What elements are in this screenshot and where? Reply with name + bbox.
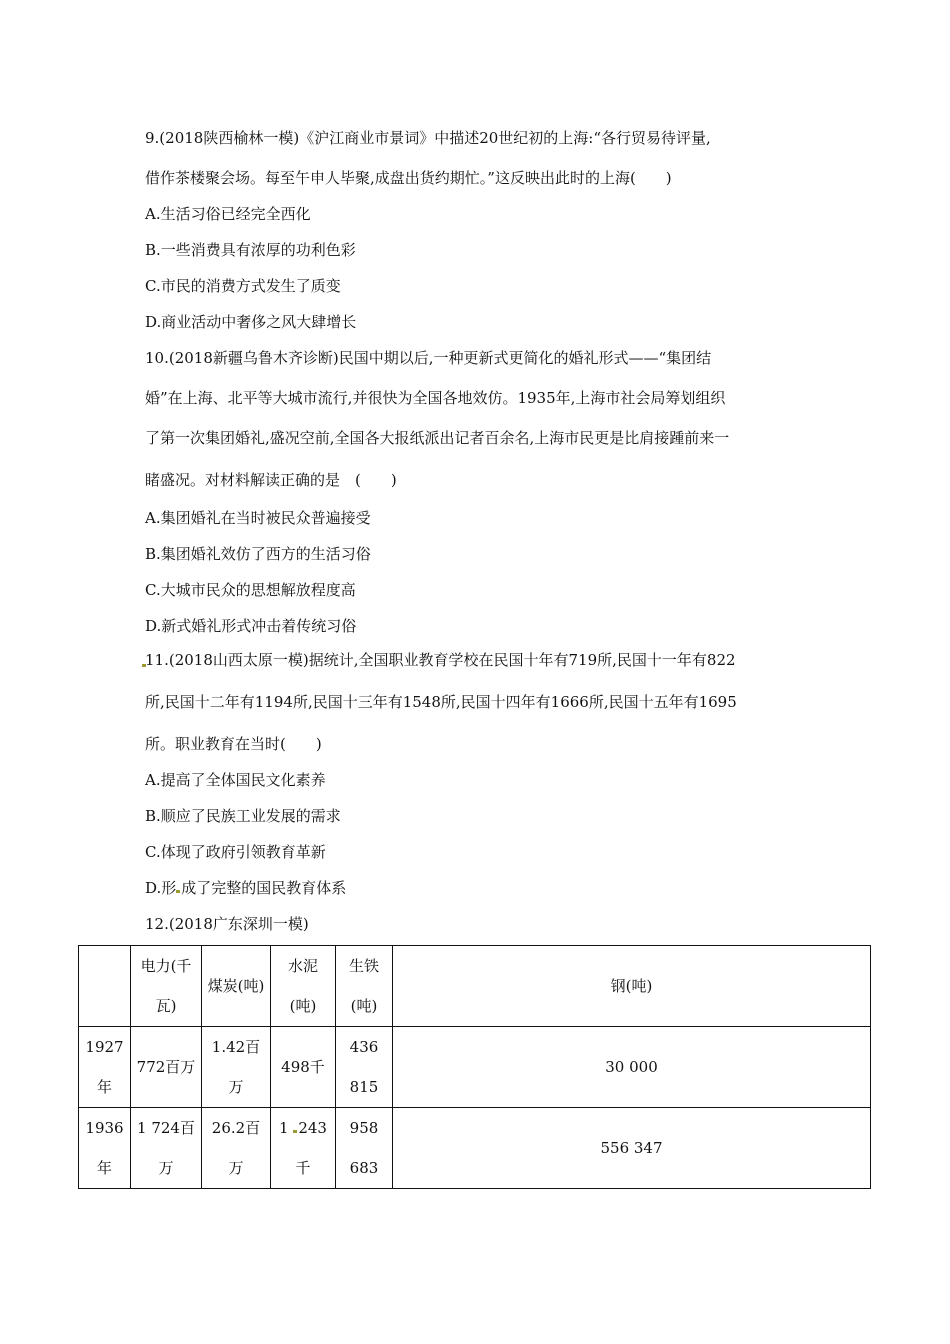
- row2-year-line-2: 年: [96, 1159, 112, 1177]
- q11-option-d: [145, 878, 346, 898]
- q10-stem-line-3: 了第一次集团婚礼,盛况空前,全国各大报纸派出记者百余名,上海市民更是比肩接踵前来一: [145, 429, 730, 447]
- header-pig-iron: [336, 946, 393, 1027]
- row1-iron-line-1: 436: [349, 1038, 379, 1056]
- row2-cement-line-2: 千: [295, 1159, 311, 1177]
- q10-option-c: C.大城市民众的思想解放程度高: [145, 581, 356, 599]
- q11-stem-line-3: 所。职业教育在当时( ): [145, 735, 322, 753]
- q9-option-d: D.商业活动中奢侈之风大肆增长: [145, 313, 357, 331]
- table-row: [79, 1108, 871, 1189]
- row1-coal-line-1: 1.42百: [211, 1038, 261, 1056]
- header-cement-line-1: 水泥: [287, 957, 318, 975]
- q11-stem-line-1: 11.(2018山西太原一模)据统计,全国职业教育学校在民国十年有719所,民国十一年有822: [145, 651, 736, 669]
- q9-option-b: B.一些消费具有浓厚的功利色彩: [145, 241, 356, 259]
- table-row: [79, 1027, 871, 1108]
- q11-option-d-rest: 成了完整的国民教育体系: [181, 879, 347, 897]
- row2-coal-line-2: 万: [228, 1159, 244, 1177]
- header-iron-line-1: 生铁: [348, 957, 379, 975]
- header-year: [79, 946, 131, 1027]
- row2-cement-line-1: [273, 1108, 333, 1148]
- header-cement-line-2: (吨): [289, 997, 317, 1015]
- header-power: [131, 946, 202, 1027]
- row1-year-line-1: 1927: [85, 1038, 124, 1056]
- row2-coal: [202, 1108, 271, 1189]
- q10-stem-line-1: 10.(2018新疆乌鲁木齐诊断)民国中期以后,一种更新式更简化的婚礼形式——“集团结: [145, 349, 712, 367]
- table-header-row: [79, 946, 871, 1027]
- row2-steel: 556 347: [393, 1108, 871, 1189]
- q9-option-a: A.生活习俗已经完全西化: [145, 205, 311, 223]
- row2-cement: [271, 1108, 336, 1189]
- q9-stem-line-1: 9.(2018陕西榆林一模)《沪江商业市景词》中描述20世纪初的上海:“各行贸易待评量,: [145, 129, 711, 147]
- header-coal: 煤炭(吨): [202, 946, 271, 1027]
- q11-option-b: B.顺应了民族工业发展的需求: [145, 807, 341, 825]
- row2-iron-line-2: 683: [349, 1159, 379, 1177]
- row1-pig-iron: [336, 1027, 393, 1108]
- row2-year: [79, 1108, 131, 1189]
- header-iron-line-2: (吨): [350, 997, 378, 1015]
- q11-option-a: A.提高了全体国民文化素养: [145, 771, 326, 789]
- header-cement: [271, 946, 336, 1027]
- row2-cement-prefix: 1: [279, 1119, 294, 1137]
- q10-option-b: B.集团婚礼效仿了西方的生活习俗: [145, 545, 371, 563]
- row2-pig-iron: [336, 1108, 393, 1189]
- row2-cement-rest: 243: [298, 1119, 327, 1137]
- header-power-line-2: 瓦): [155, 997, 177, 1015]
- row2-power: [131, 1108, 202, 1189]
- q9-stem-line-2: 借作茶楼聚会场。每至午申人毕聚,成盘出货约期忙。”这反映出此时的上海( ): [145, 169, 672, 187]
- row2-coal-line-1: 26.2百: [211, 1119, 261, 1137]
- row1-cement: 498千: [271, 1027, 336, 1108]
- q10-option-a: A.集团婚礼在当时被民众普遍接受: [145, 509, 371, 527]
- q11-stem-line-2: 所,民国十二年有1194所,民国十三年有1548所,民国十四年有1666所,民国十五年有1695: [145, 693, 737, 711]
- row1-year-line-2: 年: [96, 1078, 112, 1096]
- edit-mark-icon: [176, 890, 180, 893]
- q11-option-c: C.体现了政府引领教育革新: [145, 843, 326, 861]
- q9-option-c: C.市民的消费方式发生了质变: [145, 277, 341, 295]
- row2-iron-line-1: 958: [349, 1119, 379, 1137]
- row2-power-line-1: 1 724百: [137, 1119, 195, 1137]
- edit-mark-icon: [293, 1130, 297, 1133]
- row1-year: [79, 1027, 131, 1108]
- q11-option-d-prefix: D.形: [145, 879, 177, 897]
- q10-stem-line-4: 睹盛况。对材料解读正确的是 ( ): [145, 471, 397, 489]
- row1-coal: [202, 1027, 271, 1108]
- row1-iron-line-2: 815: [349, 1078, 379, 1096]
- q12-title: 12.(2018广东深圳一模): [145, 915, 309, 933]
- q10-stem-line-2: 婚”在上海、北平等大城市流行,并很快为全国各地效仿。1935年,上海市社会局筹划组织: [145, 389, 726, 407]
- row2-year-line-1: 1936: [85, 1119, 124, 1137]
- header-power-line-1: 电力(千: [140, 957, 192, 975]
- industry-output-table: [78, 945, 871, 1189]
- header-steel: 钢(吨): [393, 946, 871, 1027]
- row2-power-line-2: 万: [158, 1159, 174, 1177]
- row1-power: 772百万: [131, 1027, 202, 1108]
- row1-coal-line-2: 万: [228, 1078, 244, 1096]
- row1-steel: 30 000: [393, 1027, 871, 1108]
- q10-option-d: D.新式婚礼形式冲击着传统习俗: [145, 617, 357, 635]
